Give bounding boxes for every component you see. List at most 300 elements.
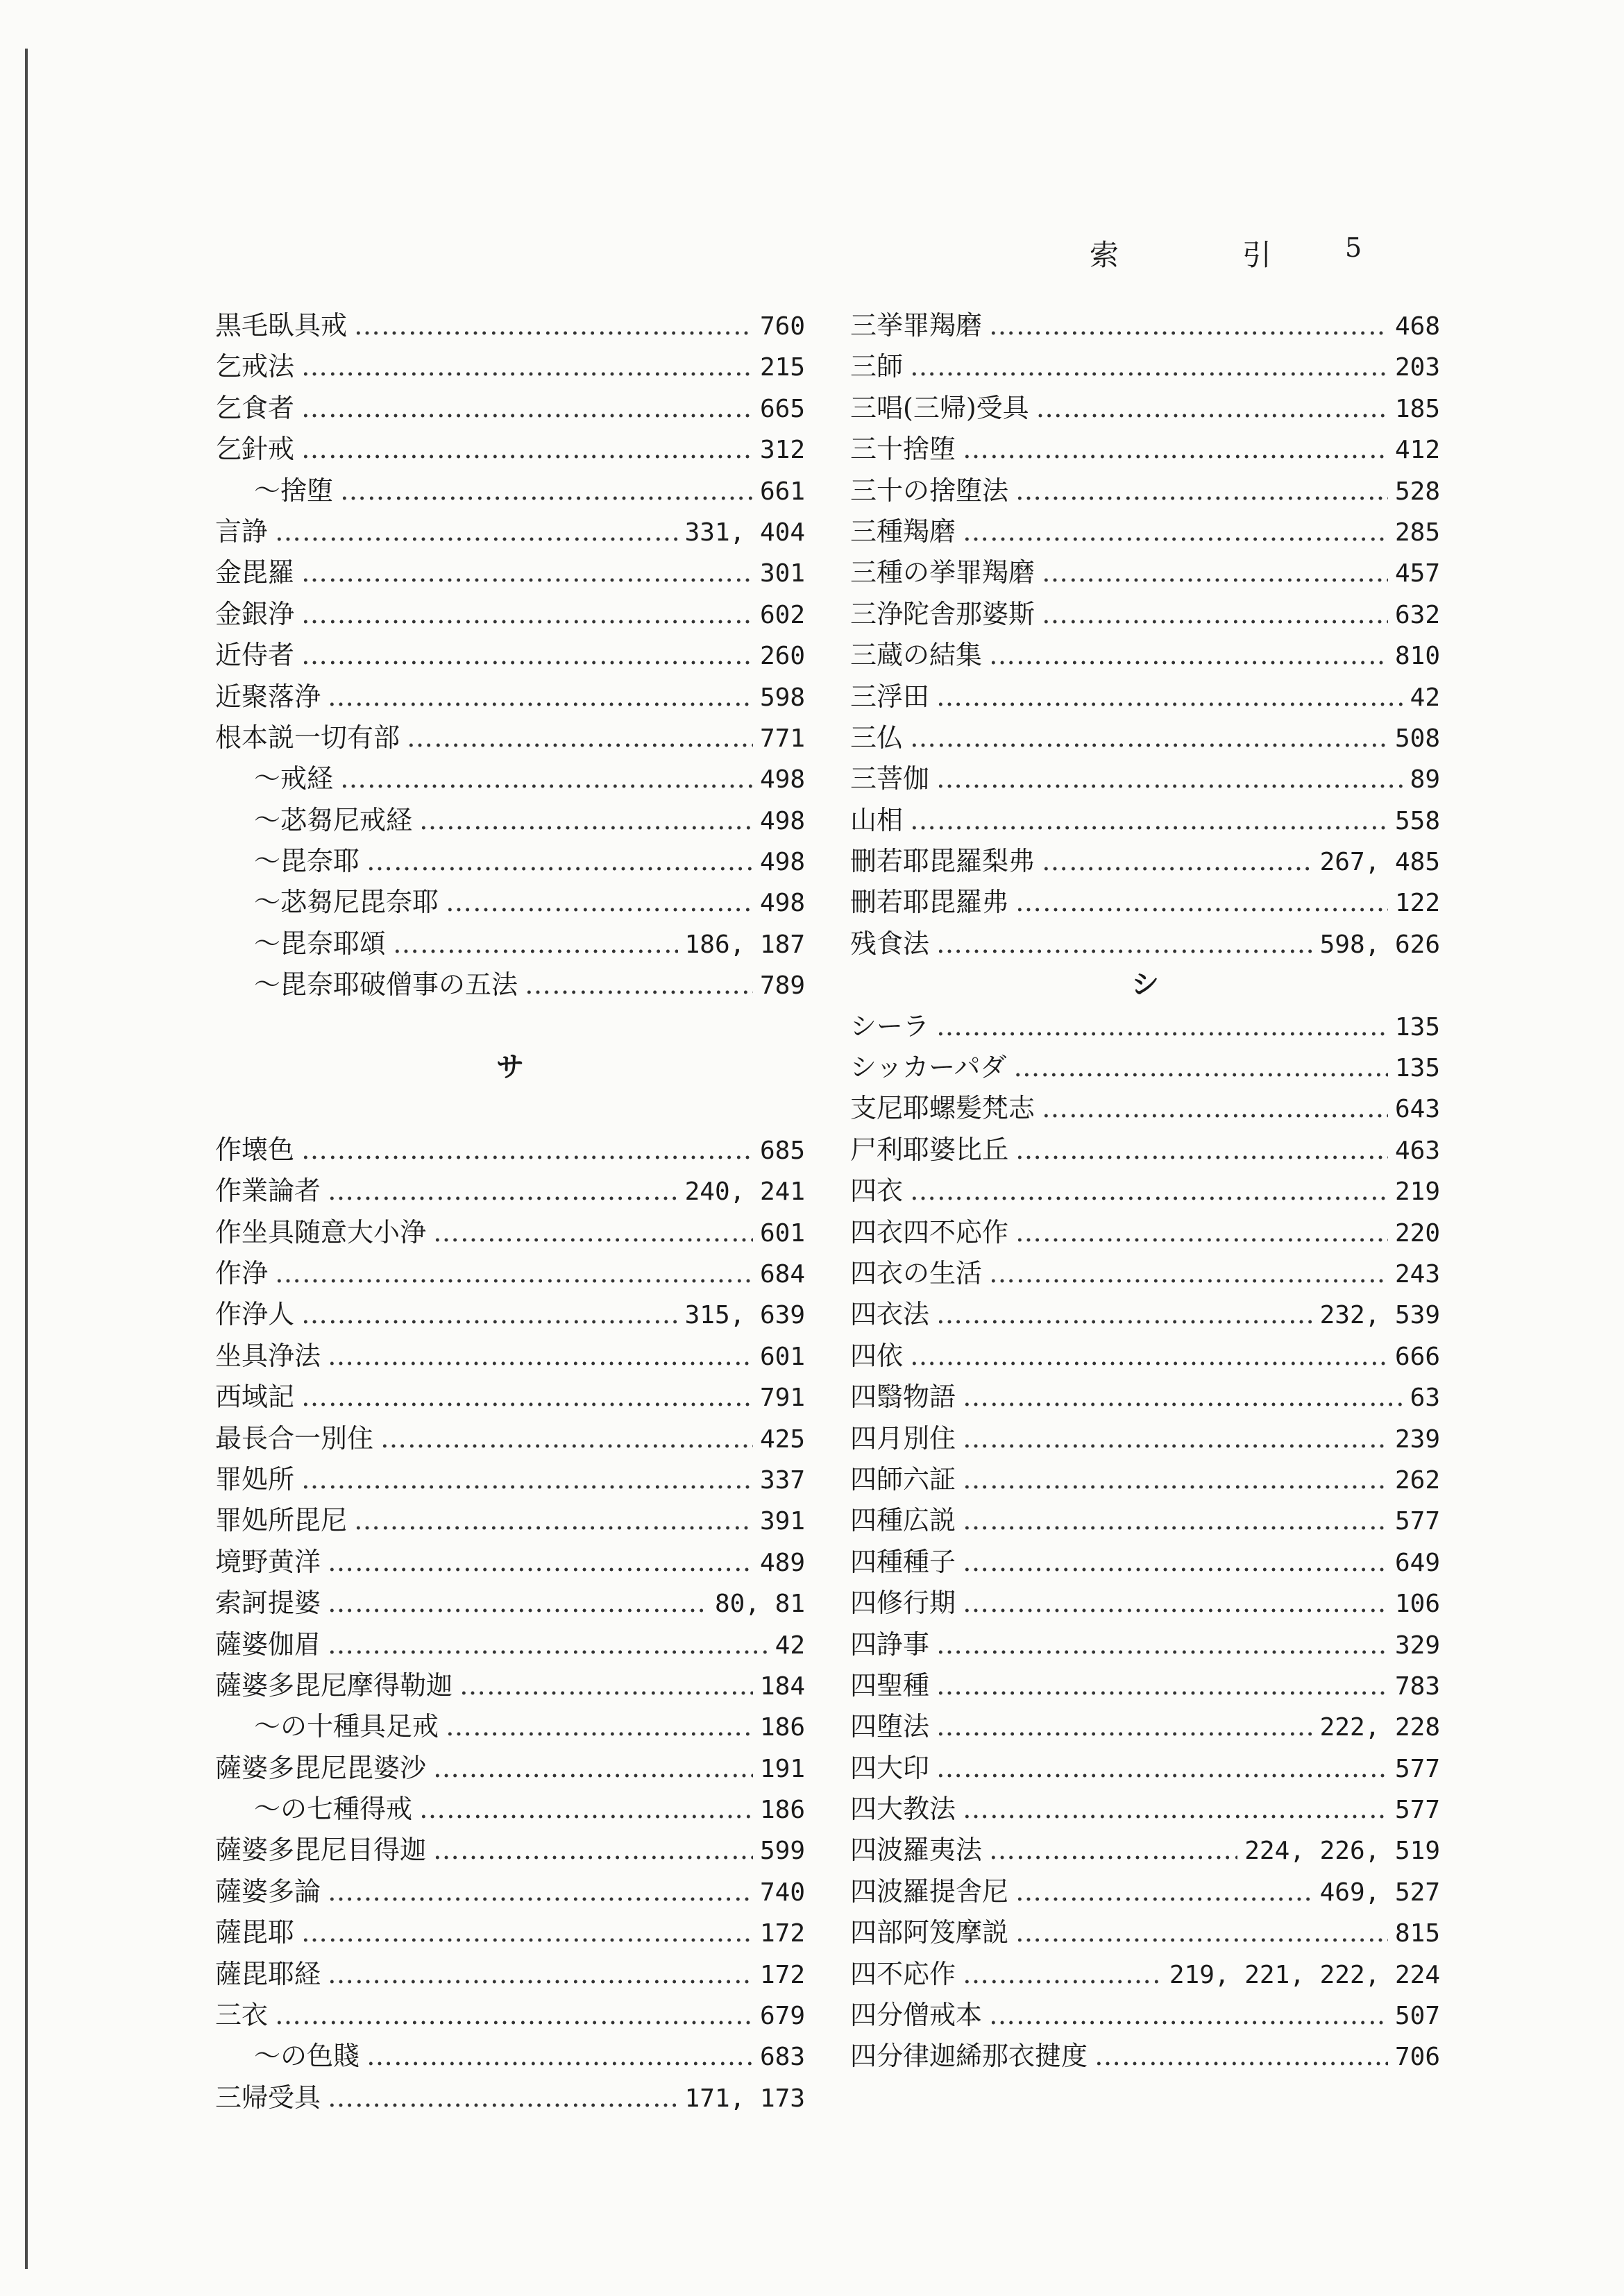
entry-term: 三種羯磨 bbox=[850, 516, 956, 547]
leader-dots bbox=[380, 1418, 753, 1459]
entry-page-numbers: 463 bbox=[1394, 1136, 1440, 1165]
leader-dots bbox=[1042, 552, 1388, 593]
index-entry bbox=[850, 511, 1440, 552]
index-entry bbox=[850, 758, 1440, 799]
spacer bbox=[215, 1006, 805, 1047]
entry-term: 近侍者 bbox=[215, 640, 295, 671]
index-entry bbox=[215, 1871, 805, 1912]
entry-term: 四衣 bbox=[850, 1175, 904, 1207]
entry-page-numbers: 598 bbox=[759, 683, 805, 712]
entry-term: 言諍 bbox=[215, 516, 269, 547]
entry-page-numbers: 601 bbox=[759, 1218, 805, 1248]
leader-dots bbox=[340, 470, 753, 511]
index-entry bbox=[850, 1459, 1440, 1500]
index-entry bbox=[215, 1418, 805, 1459]
entry-term: 作浄人 bbox=[215, 1299, 295, 1330]
leader-dots bbox=[275, 511, 678, 552]
entry-term: 三十捨堕 bbox=[850, 434, 956, 465]
entry-page-numbers: 468 bbox=[1394, 312, 1440, 341]
entry-term: 四大印 bbox=[850, 1752, 930, 1783]
leader-dots bbox=[459, 1665, 753, 1706]
leader-dots bbox=[936, 1665, 1388, 1706]
header-title-a: 索 bbox=[1090, 238, 1119, 272]
leader-dots bbox=[328, 1542, 753, 1583]
leader-dots bbox=[1042, 594, 1388, 635]
leader-dots bbox=[393, 924, 678, 964]
entry-term: 三衣 bbox=[215, 2000, 269, 2031]
entry-page-numbers: 810 bbox=[1394, 642, 1440, 671]
header-title-b: 引 bbox=[1242, 238, 1272, 272]
entry-page-numbers: 815 bbox=[1394, 1919, 1440, 1948]
entry-page-numbers: 232, 539 bbox=[1319, 1301, 1440, 1330]
entry-page-numbers: 469, 527 bbox=[1319, 1878, 1440, 1907]
leader-dots bbox=[301, 1130, 753, 1171]
leader-dots bbox=[936, 924, 1313, 964]
index-subentry bbox=[215, 924, 805, 964]
entry-page-numbers: 661 bbox=[759, 477, 805, 506]
entry-page-numbers: 412 bbox=[1394, 436, 1440, 465]
leader-dots bbox=[963, 1500, 1388, 1541]
leader-dots bbox=[525, 964, 753, 1005]
index-subentry bbox=[215, 470, 805, 511]
entry-page-numbers: 507 bbox=[1394, 2002, 1440, 2031]
leader-dots bbox=[936, 1006, 1388, 1047]
entry-page-numbers: 80, 81 bbox=[714, 1590, 805, 1619]
entry-page-numbers: 558 bbox=[1394, 806, 1440, 835]
entry-term: ～苾芻尼戒経 bbox=[254, 804, 413, 835]
entry-term: 尸利耶婆比丘 bbox=[850, 1134, 1009, 1165]
index-subentry bbox=[215, 841, 805, 882]
leader-dots bbox=[446, 882, 753, 923]
entry-term: 支尼耶螺髪梵志 bbox=[850, 1093, 1035, 1124]
page-number: 5 bbox=[1345, 232, 1362, 263]
index-subentry bbox=[215, 882, 805, 923]
entry-term: 四分僧戒本 bbox=[850, 2000, 983, 2031]
leader-dots bbox=[328, 1624, 768, 1665]
entry-page-numbers: 740 bbox=[759, 1878, 805, 1907]
entry-term: ～毘奈耶破僧事の五法 bbox=[254, 969, 518, 1001]
leader-dots bbox=[446, 1706, 753, 1747]
entry-page-numbers: 665 bbox=[759, 394, 805, 423]
entry-term: 最長合一別住 bbox=[215, 1422, 374, 1454]
leader-dots bbox=[1015, 470, 1388, 511]
entry-term: 三十の捨堕法 bbox=[850, 475, 1009, 506]
index-subentry bbox=[215, 2036, 805, 2077]
running-header bbox=[1090, 232, 1381, 281]
entry-page-numbers: 577 bbox=[1394, 1754, 1440, 1783]
entry-page-numbers: 184 bbox=[759, 1672, 805, 1701]
entry-page-numbers: 498 bbox=[759, 765, 805, 794]
entry-page-numbers: 498 bbox=[759, 889, 805, 918]
index-entry bbox=[850, 429, 1440, 470]
index-entry bbox=[850, 1912, 1440, 1953]
index-entry bbox=[215, 1253, 805, 1294]
leader-dots bbox=[1036, 388, 1388, 429]
index-entry bbox=[850, 841, 1440, 882]
index-entry bbox=[850, 1130, 1440, 1171]
entry-term: 四大教法 bbox=[850, 1794, 956, 1825]
entry-page-numbers: 706 bbox=[1394, 2043, 1440, 2072]
index-column-right bbox=[850, 305, 1440, 2077]
leader-dots bbox=[328, 1954, 753, 1995]
leader-dots bbox=[989, 1253, 1388, 1294]
leader-dots bbox=[328, 1171, 678, 1211]
index-entry bbox=[850, 346, 1440, 387]
index-subentry bbox=[215, 1789, 805, 1830]
entry-page-numbers: 649 bbox=[1394, 1548, 1440, 1577]
leader-dots bbox=[301, 594, 753, 635]
entry-term: ～の色賤 bbox=[254, 2041, 360, 2072]
index-entry bbox=[850, 1871, 1440, 1912]
entry-term: 近聚落浄 bbox=[215, 681, 321, 712]
index-entry bbox=[215, 1542, 805, 1583]
index-entry bbox=[215, 677, 805, 717]
entry-term: ～の十種具足戒 bbox=[254, 1711, 439, 1742]
leader-dots bbox=[989, 635, 1388, 676]
entry-term: 索訶提婆 bbox=[215, 1588, 321, 1619]
index-entry bbox=[215, 305, 805, 346]
index-entry bbox=[850, 305, 1440, 346]
entry-page-numbers: 602 bbox=[759, 600, 805, 629]
entry-page-numbers: 215 bbox=[759, 353, 805, 382]
entry-page-numbers: 185 bbox=[1394, 394, 1440, 423]
index-entry bbox=[215, 388, 805, 429]
entry-page-numbers: 643 bbox=[1394, 1095, 1440, 1124]
entry-term: 刪若耶毘羅弗 bbox=[850, 887, 1009, 918]
index-entry bbox=[215, 511, 805, 552]
index-entry bbox=[850, 1624, 1440, 1665]
leader-dots bbox=[419, 800, 753, 841]
index-entry bbox=[850, 470, 1440, 511]
leader-dots bbox=[340, 758, 753, 799]
entry-page-numbers: 260 bbox=[759, 642, 805, 671]
index-entry bbox=[215, 717, 805, 758]
entry-page-numbers: 508 bbox=[1394, 724, 1440, 753]
entry-term: 四修行期 bbox=[850, 1588, 956, 1619]
entry-term: ～の七種得戒 bbox=[254, 1794, 413, 1825]
index-entry bbox=[850, 1336, 1440, 1377]
leader-dots bbox=[275, 1995, 753, 2036]
index-entry bbox=[215, 594, 805, 635]
entry-term: シッカーパダ bbox=[850, 1052, 1007, 1083]
leader-dots bbox=[301, 1294, 678, 1335]
index-entry bbox=[850, 1665, 1440, 1706]
leader-dots bbox=[301, 346, 753, 387]
entry-term: 四翳物語 bbox=[850, 1381, 956, 1413]
entry-page-numbers: 239 bbox=[1394, 1425, 1440, 1454]
entry-term: 薩毘耶経 bbox=[215, 1958, 321, 1989]
leader-dots bbox=[328, 1336, 753, 1377]
leader-dots bbox=[989, 1830, 1237, 1871]
entry-page-numbers: 315, 639 bbox=[684, 1301, 805, 1330]
leader-dots bbox=[1094, 2036, 1388, 2077]
leader-dots bbox=[301, 1912, 753, 1953]
index-subentry bbox=[215, 800, 805, 841]
index-entry bbox=[850, 1377, 1440, 1418]
leader-dots bbox=[936, 677, 1403, 717]
entry-term: 四衣四不応作 bbox=[850, 1216, 1009, 1248]
entry-term: 三師 bbox=[850, 351, 904, 382]
leader-dots bbox=[963, 1789, 1388, 1830]
entry-page-numbers: 222, 228 bbox=[1319, 1713, 1440, 1742]
entry-page-numbers: 42 bbox=[1410, 683, 1440, 712]
index-entry bbox=[850, 1583, 1440, 1624]
index-entry bbox=[215, 1171, 805, 1211]
entry-term: 四諍事 bbox=[850, 1629, 930, 1660]
leader-dots bbox=[407, 717, 753, 758]
entry-page-numbers: 42 bbox=[775, 1631, 805, 1660]
entry-term: 作壊色 bbox=[215, 1134, 295, 1165]
leader-dots bbox=[963, 1954, 1162, 1995]
index-entry bbox=[850, 1088, 1440, 1129]
entry-term: 三仏 bbox=[850, 722, 904, 753]
entry-term: 作浄 bbox=[215, 1257, 269, 1289]
spacer bbox=[215, 1088, 805, 1129]
leader-dots bbox=[301, 1459, 753, 1500]
entry-page-numbers: 791 bbox=[759, 1384, 805, 1413]
entry-page-numbers: 89 bbox=[1410, 765, 1440, 794]
index-entry bbox=[215, 2077, 805, 2118]
leader-dots bbox=[989, 1995, 1388, 2036]
leader-dots bbox=[963, 429, 1388, 470]
entry-page-numbers: 240, 241 bbox=[684, 1177, 805, 1207]
index-entry bbox=[215, 1624, 805, 1665]
entry-term: 西域記 bbox=[215, 1381, 295, 1413]
entry-term: 四部阿笈摩説 bbox=[850, 1917, 1009, 1948]
entry-term: 四波羅提舎尼 bbox=[850, 1876, 1009, 1907]
index-entry bbox=[215, 429, 805, 470]
leader-dots bbox=[354, 305, 753, 346]
index-subentry bbox=[215, 964, 805, 1005]
index-entry bbox=[850, 1500, 1440, 1541]
leader-dots bbox=[433, 1748, 753, 1789]
index-entry bbox=[850, 1212, 1440, 1253]
index-entry bbox=[215, 1377, 805, 1418]
entry-term: 坐具浄法 bbox=[215, 1340, 321, 1371]
index-entry bbox=[215, 1294, 805, 1335]
leader-dots bbox=[1042, 841, 1313, 882]
index-entry bbox=[850, 800, 1440, 841]
entry-term: 四堕法 bbox=[850, 1711, 930, 1742]
entry-page-numbers: 632 bbox=[1394, 600, 1440, 629]
section-heading: サ bbox=[496, 1051, 524, 1084]
index-entry bbox=[850, 388, 1440, 429]
index-entry bbox=[850, 1047, 1440, 1088]
index-entry bbox=[215, 635, 805, 676]
entry-term: 山相 bbox=[850, 804, 904, 835]
entry-page-numbers: 135 bbox=[1394, 1012, 1440, 1041]
entry-term: 三挙罪羯磨 bbox=[850, 310, 983, 341]
leader-dots bbox=[301, 429, 753, 470]
entry-term: シーラ bbox=[850, 1010, 930, 1041]
entry-term: 三浄陀舎那婆斯 bbox=[850, 598, 1035, 629]
entry-page-numbers: 679 bbox=[759, 2002, 805, 2031]
leader-dots bbox=[1013, 1047, 1388, 1088]
index-entry bbox=[850, 1789, 1440, 1830]
entry-term: 薩婆多論 bbox=[215, 1876, 321, 1907]
leader-dots bbox=[328, 677, 753, 717]
leader-dots bbox=[301, 388, 753, 429]
entry-page-numbers: 220 bbox=[1394, 1218, 1440, 1248]
index-entry bbox=[850, 1171, 1440, 1211]
entry-term: 三菩伽 bbox=[850, 763, 930, 794]
index-entry bbox=[850, 1954, 1440, 1995]
entry-term: 金銀浄 bbox=[215, 598, 295, 629]
leader-dots bbox=[354, 1500, 753, 1541]
entry-term: 乞戒法 bbox=[215, 351, 295, 382]
leader-dots bbox=[936, 758, 1403, 799]
entry-term: 薩婆多毘尼毘婆沙 bbox=[215, 1752, 427, 1783]
entry-page-numbers: 683 bbox=[759, 2043, 805, 2072]
leader-dots bbox=[275, 1253, 753, 1294]
leader-dots bbox=[301, 552, 753, 593]
entry-page-numbers: 262 bbox=[1394, 1465, 1440, 1495]
index-entry bbox=[850, 1418, 1440, 1459]
index-entry bbox=[215, 1830, 805, 1871]
entry-term: 四種種子 bbox=[850, 1546, 956, 1577]
entry-term: 三唱(三帰)受具 bbox=[850, 392, 1029, 423]
entry-term: 四依 bbox=[850, 1340, 904, 1371]
index-entry bbox=[850, 677, 1440, 717]
index-entry bbox=[850, 1995, 1440, 2036]
entry-page-numbers: 760 bbox=[759, 312, 805, 341]
entry-page-numbers: 601 bbox=[759, 1342, 805, 1371]
leader-dots bbox=[963, 511, 1388, 552]
leader-dots bbox=[366, 841, 753, 882]
entry-page-numbers: 598, 626 bbox=[1319, 930, 1440, 959]
index-entry bbox=[215, 346, 805, 387]
index-entry bbox=[215, 1130, 805, 1171]
leader-dots bbox=[963, 1377, 1403, 1418]
entry-term: 黒毛臥具戒 bbox=[215, 310, 348, 341]
entry-page-numbers: 203 bbox=[1394, 353, 1440, 382]
index-entry bbox=[850, 882, 1440, 923]
entry-term: 薩婆多毘尼目得迦 bbox=[215, 1835, 427, 1866]
index-entry bbox=[850, 552, 1440, 593]
leader-dots bbox=[910, 1336, 1388, 1377]
entry-page-numbers: 171, 173 bbox=[684, 2084, 805, 2113]
entry-term: 罪処所 bbox=[215, 1463, 295, 1495]
entry-page-numbers: 577 bbox=[1394, 1796, 1440, 1825]
entry-page-numbers: 219, 221, 222, 224 bbox=[1169, 1960, 1440, 1989]
leader-dots bbox=[1015, 1130, 1388, 1171]
index-entry bbox=[215, 1748, 805, 1789]
binding-edge bbox=[25, 49, 28, 2269]
entry-term: 残食法 bbox=[850, 928, 930, 959]
entry-term: 三種の挙罪羯磨 bbox=[850, 557, 1035, 588]
index-entry bbox=[850, 1830, 1440, 1871]
entry-term: 四衣の生活 bbox=[850, 1257, 983, 1289]
leader-dots bbox=[419, 1789, 753, 1830]
leader-dots bbox=[910, 717, 1388, 758]
entry-term: ～戒経 bbox=[254, 763, 334, 794]
entry-page-numbers: 457 bbox=[1394, 559, 1440, 588]
entry-page-numbers: 122 bbox=[1394, 889, 1440, 918]
entry-page-numbers: 498 bbox=[759, 848, 805, 877]
index-entry bbox=[850, 1706, 1440, 1747]
entry-page-numbers: 172 bbox=[759, 1960, 805, 1989]
entry-term: 四月別住 bbox=[850, 1422, 956, 1454]
entry-term: 四師六証 bbox=[850, 1463, 956, 1495]
entry-page-numbers: 106 bbox=[1394, 1590, 1440, 1619]
leader-dots bbox=[936, 1748, 1388, 1789]
entry-page-numbers: 685 bbox=[759, 1136, 805, 1165]
entry-page-numbers: 219 bbox=[1394, 1177, 1440, 1207]
leader-dots bbox=[433, 1212, 753, 1253]
entry-term: 三蔵の結集 bbox=[850, 640, 983, 671]
leader-dots bbox=[910, 800, 1388, 841]
entry-term: 罪処所毘尼 bbox=[215, 1505, 348, 1536]
leader-dots bbox=[328, 1583, 708, 1624]
entry-page-numbers: 312 bbox=[759, 436, 805, 465]
index-subentry bbox=[215, 1706, 805, 1747]
entry-term: 四波羅夷法 bbox=[850, 1835, 983, 1866]
leader-dots bbox=[910, 1171, 1388, 1211]
leader-dots bbox=[301, 635, 753, 676]
leader-dots bbox=[936, 1294, 1313, 1335]
entry-term: 薩婆伽眉 bbox=[215, 1629, 321, 1660]
entry-page-numbers: 783 bbox=[1394, 1672, 1440, 1701]
leader-dots bbox=[433, 1830, 753, 1871]
index-entry bbox=[850, 717, 1440, 758]
entry-page-numbers: 243 bbox=[1394, 1259, 1440, 1289]
entry-page-numbers: 224, 226, 519 bbox=[1244, 1837, 1440, 1866]
entry-page-numbers: 771 bbox=[759, 724, 805, 753]
entry-term: 三浮田 bbox=[850, 681, 930, 712]
leader-dots bbox=[1015, 1212, 1388, 1253]
entry-term: 根本説一切有部 bbox=[215, 722, 400, 753]
index-entry bbox=[215, 552, 805, 593]
entry-term: ～苾芻尼毘奈耶 bbox=[254, 887, 439, 918]
entry-page-numbers: 528 bbox=[1394, 477, 1440, 506]
entry-page-numbers: 789 bbox=[759, 971, 805, 1001]
entry-page-numbers: 599 bbox=[759, 1837, 805, 1866]
index-entry bbox=[850, 1294, 1440, 1335]
leader-dots bbox=[963, 1542, 1388, 1583]
entry-page-numbers: 337 bbox=[759, 1465, 805, 1495]
index-entry bbox=[215, 1459, 805, 1500]
entry-term: 四聖種 bbox=[850, 1669, 930, 1701]
index-entry bbox=[850, 2036, 1440, 2077]
entry-page-numbers: 191 bbox=[759, 1754, 805, 1783]
entry-term: 金毘羅 bbox=[215, 557, 295, 588]
leader-dots bbox=[989, 305, 1388, 346]
index-entry bbox=[215, 1665, 805, 1706]
entry-term: ～毘奈耶 bbox=[254, 846, 360, 877]
entry-term: 刪若耶毘羅梨弗 bbox=[850, 846, 1035, 877]
leader-dots bbox=[1042, 1088, 1388, 1129]
index-entry bbox=[850, 594, 1440, 635]
entry-page-numbers: 301 bbox=[759, 559, 805, 588]
leader-dots bbox=[936, 1706, 1313, 1747]
leader-dots bbox=[1015, 1871, 1313, 1912]
entry-page-numbers: 186 bbox=[759, 1713, 805, 1742]
entry-page-numbers: 186 bbox=[759, 1796, 805, 1825]
index-entry bbox=[850, 924, 1440, 964]
entry-term: 三帰受具 bbox=[215, 2082, 321, 2113]
index-column-left bbox=[215, 305, 805, 2118]
leader-dots bbox=[963, 1459, 1388, 1500]
index-entry bbox=[850, 1542, 1440, 1583]
entry-page-numbers: 391 bbox=[759, 1507, 805, 1536]
index-entry bbox=[215, 1912, 805, 1953]
index-entry bbox=[215, 1500, 805, 1541]
index-entry bbox=[215, 1995, 805, 2036]
entry-page-numbers: 425 bbox=[759, 1425, 805, 1454]
entry-page-numbers: 135 bbox=[1394, 1054, 1440, 1083]
entry-page-numbers: 63 bbox=[1410, 1384, 1440, 1413]
index-entry bbox=[850, 1748, 1440, 1789]
